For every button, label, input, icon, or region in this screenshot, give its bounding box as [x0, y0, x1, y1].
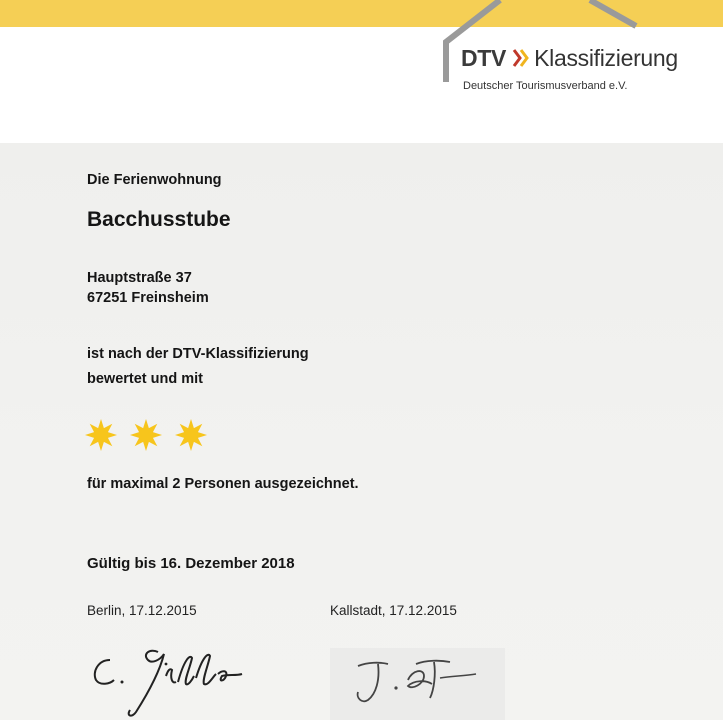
accommodation-name: Bacchusstube: [87, 208, 231, 231]
classification-text-1: ist nach der DTV-Klassifizierung: [87, 346, 309, 362]
dtv-logo: [461, 45, 678, 74]
signature-right: [340, 650, 490, 716]
address-city: 67251 Freinsheim: [87, 290, 209, 306]
star-icon: [174, 418, 208, 452]
logo-brand: DTV: [461, 45, 507, 71]
place-date-left: Berlin, 17.12.2015: [87, 603, 197, 618]
classification-text-2: bewertet und mit: [87, 371, 204, 387]
logo-subtitle: Deutscher Tourismusverband e.V.: [463, 80, 628, 92]
chevron-icon: [512, 47, 530, 74]
logo-title: Klassifizierung: [534, 45, 678, 71]
validity-date: Gültig bis 16. Dezember 2018: [87, 555, 295, 572]
star-icon: [129, 418, 163, 452]
classification-text-3: für maximal 2 Personen ausgezeichnet.: [87, 476, 359, 492]
star-icon: [84, 418, 118, 452]
address-street: Hauptstraße 37: [87, 270, 192, 286]
place-date-right: Kallstadt, 17.12.2015: [330, 603, 457, 618]
signature-left: [80, 640, 260, 720]
accommodation-type: Die Ferienwohnung: [87, 172, 222, 188]
